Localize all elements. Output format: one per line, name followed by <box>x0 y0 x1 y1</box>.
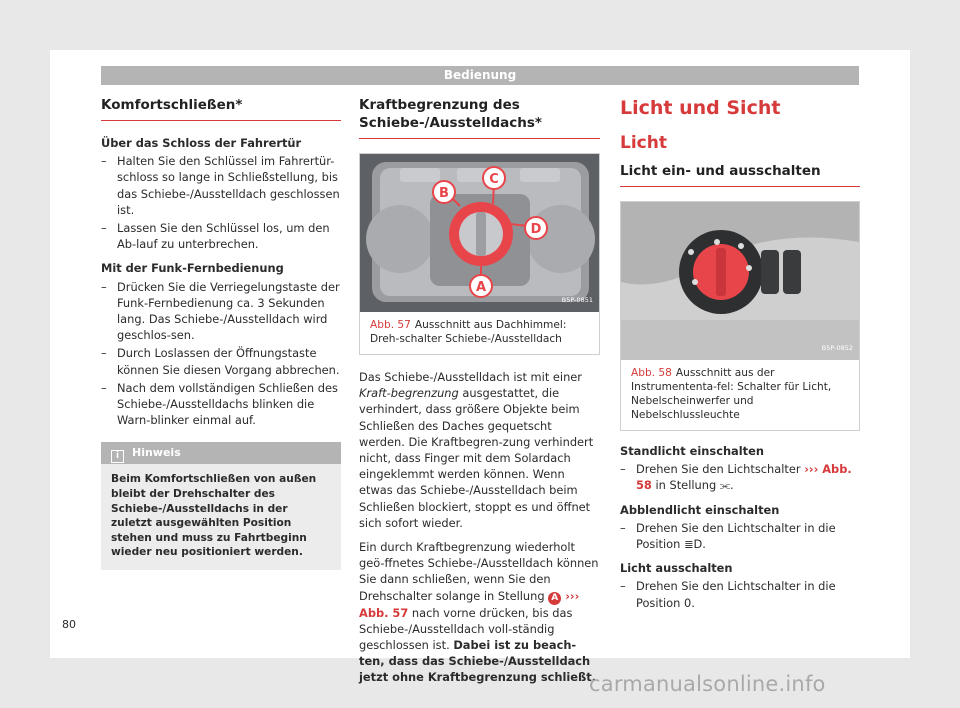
heading-licht-ein-aus: Licht ein- und ausschalten <box>620 162 860 187</box>
info-icon: i <box>111 450 124 463</box>
paragraph: Das Schiebe-/Ausstelldach ist mit einer Kraft-begrenzung ausgestattet, die verhindert, dass größere Objekte beim Schließen des Daches gequetscht werden. Die Kraftbegren-zung verhindert nicht, dass Finger mit dem Solardach eingeklemmt werden können. Wenn etwas das Schiebe-/Ausstelldach beim Schließen blockiert, stoppt es und öffnet sich sofort wieder. <box>359 370 594 530</box>
light-switch-illustration <box>621 202 859 360</box>
watermark: carmanualsonline.info <box>589 672 826 696</box>
svg-text:C: C <box>489 172 499 187</box>
list-item: – Halten Sie den Schlüssel im Fahrertür-schloss so lange in Schließstellung, bis das Schiebe-/Ausstelldach geschlossen ist. <box>101 154 340 217</box>
svg-text:A: A <box>475 280 487 295</box>
label-b <box>433 181 455 203</box>
list-item: – Drehen Sie den Lichtschalter in die Position 0. <box>620 579 836 610</box>
heading-kraftbegrenzung: Kraftbegrenzung des Schiebe-/Ausstelldachs* <box>359 96 600 139</box>
svg-text:D: D <box>530 222 542 237</box>
list-item: – Lassen Sie den Schlüssel los, um den Ab-lauf zu unterbrechen. <box>101 221 330 252</box>
page-number: 80 <box>62 618 76 631</box>
figure-code: B5P-0852 <box>821 343 853 352</box>
column-right <box>620 96 860 613</box>
list-item: – Nach dem vollständigen Schließen des Schiebe-/Ausstelldachs blinken die Warn-blinker einmal auf. <box>101 380 338 428</box>
light-switch-image <box>621 202 859 360</box>
list-item: – Durch Loslassen der Öffnungstaste können Sie diesen Vorgang abbrechen. <box>101 346 340 377</box>
list-item: – Drehen Sie den Lichtschalter ››› Abb. 58 in Stellung ⫘. <box>620 462 852 493</box>
section-header: Bedienung <box>101 66 859 85</box>
figure-reference-link[interactable]: ››› Abb. 58 <box>636 462 852 493</box>
figure-reference-link[interactable]: ››› Abb. 57 <box>359 588 580 620</box>
subheading-standlicht: Standlicht einschalten <box>620 444 764 458</box>
section-title: Licht <box>620 133 667 153</box>
figure-caption: Abb. 57 Ausschnitt aus Dachhimmel: Dreh-schalter Schiebe-/Ausstelldach <box>370 319 567 345</box>
hint-text: Beim Komfortschließen von außen bleibt der Drehschalter des Schiebe-/Ausstelldachs in der zuletzt ausgewählten Position stehen und muss zu Fahrtbeginn wieder neu positioniert werden. <box>111 473 317 559</box>
label-c <box>483 167 505 189</box>
subheading-schloss: Über das Schloss der Fahrertür <box>101 136 302 150</box>
chapter-title: Licht und Sicht <box>620 97 781 119</box>
figure-caption: Abb. 58 Ausschnitt aus der Instrumententa-fel: Schalter für Licht, Nebelscheinwerfer und Nebelschlussleuchte <box>631 367 832 421</box>
column-middle <box>359 96 600 694</box>
subheading-abblendlicht: Abblendlicht einschalten <box>620 502 780 517</box>
subheading-licht-aus: Licht ausschalten <box>620 561 733 576</box>
label-d <box>525 217 547 239</box>
heading-komfortschliessen: Komfortschließen* <box>101 96 341 121</box>
hint-header: i Hinweis <box>101 442 341 464</box>
svg-text:B: B <box>439 186 449 201</box>
figure-58 <box>620 201 860 431</box>
list-item: – Drehen Sie den Lichtschalter in die Position ≣D. <box>620 520 836 552</box>
roof-switch-image <box>360 154 599 312</box>
roof-switch-illustration <box>360 154 599 312</box>
position-a-marker: A <box>548 592 561 605</box>
column-left <box>101 96 341 570</box>
figure-57 <box>359 153 600 355</box>
paragraph: Ein durch Kraftbegrenzung wiederholt geö-ffnetes Schiebe-/Ausstelldach können Sie dann schließen, wenn Sie den Drehschalter solange in Stellung A ››› Abb. 57 nach vorne drücken, bis das Schiebe-/Ausstelldach voll-ständig geschlossen ist. Dabei ist zu beach-ten, dass das Schiebe-/Ausstelldach jetzt ohne Kraftbegrenzung schließt. <box>359 540 599 685</box>
subheading-funk: Mit der Funk-Fernbedienung <box>101 261 284 276</box>
hint-box <box>101 442 341 570</box>
list-item: – Drücken Sie die Verriegelungstaste der Funk-Fernbedienung ca. 3 Sekunden lang. Das Schiebe-/Ausstelldach wird geschlos-sen. <box>101 279 340 343</box>
figure-code: B5P-0851 <box>561 295 593 304</box>
label-a <box>470 275 492 297</box>
